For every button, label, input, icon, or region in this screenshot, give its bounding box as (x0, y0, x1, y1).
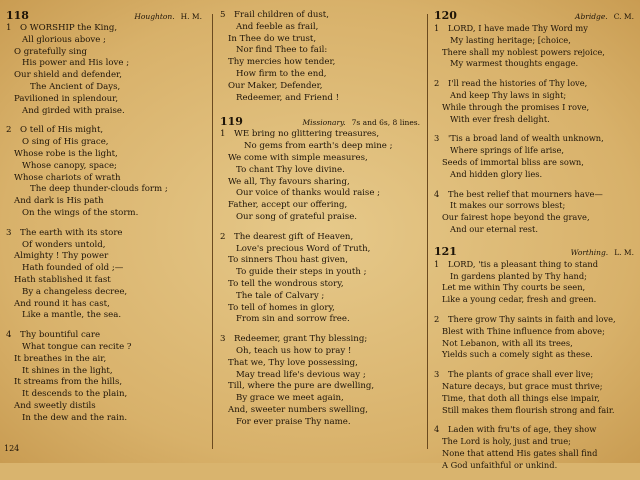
verse-line: Our fairest hope beyond the grave, (442, 212, 590, 223)
verse-line: 3 The plants of grace shall ever live; (434, 369, 594, 380)
verse-line: Whose chariots of wrath (14, 172, 121, 183)
verse-number: 4 (6, 330, 12, 341)
verse-line: Thy mercies how tender, (228, 57, 336, 68)
hymn-tune: Abridge. C. M. (575, 12, 634, 21)
verse-line: Where springs of life arise, (450, 145, 565, 156)
column-divider (212, 14, 213, 449)
verse-number: 2 (434, 313, 440, 324)
verse-line: 2 O tell of His might, (6, 125, 104, 136)
verse-line: In the dew and the rain. (22, 412, 128, 423)
verse-line: What tongue can recite ? (22, 341, 132, 352)
verse-line: The deep thunder-clouds form ; (30, 184, 168, 195)
verse-number: 1 (434, 258, 440, 269)
verse-line: 4 The best relief that mourners have— (434, 188, 603, 199)
verse-line: With ever fresh delight. (450, 113, 550, 124)
stanza (434, 314, 634, 361)
stanza (220, 232, 420, 326)
stanza (434, 369, 634, 416)
verse-line: Like a mantle, the sea. (22, 310, 122, 321)
verse-line: And sweetly distils (14, 400, 96, 411)
verse-line: 4 Thy bountiful care (6, 330, 101, 341)
verse-line: Till, where the pure are dwelling, (228, 381, 375, 392)
hymn-number: 118 (6, 9, 29, 22)
verse-number: 5 (220, 10, 226, 20)
verse-line: By grace we meet again, (236, 393, 344, 404)
verse-line: Pavilioned in splendour, (14, 93, 119, 104)
hymn-number: 120 (434, 9, 457, 22)
verse-line: 1 WE bring no glittering treasures, (220, 129, 380, 140)
verse-line: It streams from the hills, (14, 377, 123, 388)
verse-line: The Lord is holy, just and true; (442, 436, 571, 447)
verse-line: 1 O WORSHIP the King, (6, 23, 118, 33)
verse-line: Of wonders untold, (22, 239, 106, 250)
verse-line: That we, Thy love possessing, (228, 357, 358, 368)
verse-number: 2 (6, 125, 12, 136)
verse-line: To guide their steps in youth ; (236, 267, 367, 278)
verse-line: 3 The earth with its store (6, 227, 123, 238)
stanza (220, 129, 420, 223)
verse-line: Not Lebanon, with all its trees, (442, 337, 573, 348)
verse-line: 1 LORD, 'tis a pleasant thing to stand (434, 258, 599, 269)
verse-number: 1 (6, 23, 12, 33)
verse-line: Redeemer, and Friend ! (236, 92, 340, 103)
verse-line: Still makes them flourish strong and fair. (442, 404, 615, 415)
verse-line: And hidden glory lies. (450, 168, 543, 179)
verse-line: 2 There grow Thy saints in faith and love, (434, 313, 616, 324)
verse-line: 2 I'll read the histories of Thy love, (434, 78, 588, 89)
verse-line: By a changeless decree, (22, 286, 128, 297)
verse-number: 3 (434, 133, 440, 144)
verse-line: It shines in the light, (22, 365, 113, 376)
column-2 (220, 10, 420, 437)
verse-line: Hath stablished it fast (14, 274, 111, 285)
verse-line: From sin and sorrow free. (236, 314, 350, 325)
verse-number: 2 (220, 231, 226, 242)
hymn-number: 119 (220, 115, 243, 129)
hymn-header (434, 10, 634, 23)
verse-line: The Ancient of Days, (30, 81, 121, 92)
verse-line: O sing of His grace, (22, 137, 109, 148)
verse-line: Love's precious Word of Truth, (236, 243, 371, 254)
verse-line: Oh, teach us how to pray ! (236, 345, 352, 356)
verse-line: To tell the wondrous story, (228, 278, 344, 289)
verse-line: Hath founded of old ;— (22, 263, 124, 274)
verse-line: Nature decays, but grace must thrive; (442, 380, 603, 391)
verse-line: None that attend His gates shall find (442, 447, 598, 458)
verse-line: No gems from earth's deep mine ; (244, 141, 393, 152)
verse-line: There shall my noblest powers rejoice, (442, 46, 605, 57)
verse-line: 3 Redeemer, grant Thy blessing; (220, 334, 368, 345)
verse-line: 5 Frail children of dust, (220, 10, 329, 20)
verse-number: 3 (6, 227, 12, 238)
stanza (434, 259, 634, 306)
stanza (434, 23, 634, 70)
page-number: 124 (4, 444, 20, 453)
stanza (434, 189, 634, 236)
stanza (6, 330, 202, 424)
verse-line: All glorious above ; (22, 34, 106, 45)
verse-line: A God unfaithful or unkind. (442, 459, 558, 470)
stanza (434, 133, 634, 180)
column-divider (427, 14, 428, 449)
verse-line: Father, accept our offering, (228, 200, 348, 211)
verse-line: Our Maker, Defender, (228, 80, 323, 91)
stanza (6, 125, 202, 219)
verse-line: In gardens planted by Thy hand; (450, 270, 587, 281)
verse-line: 3 'Tis a broad land of wealth unknown, (434, 133, 604, 144)
verse-line: And girded with praise. (22, 105, 125, 116)
verse-line: His power and His love ; (22, 58, 130, 69)
stanza (6, 228, 202, 322)
verse-line: The tale of Calvary ; (236, 290, 325, 301)
verse-line: 1 LORD, I have made Thy Word my (434, 23, 588, 33)
verse-number: 4 (434, 424, 440, 435)
verse-line: Whose robe is the light, (14, 148, 118, 159)
hymn-number: 121 (434, 244, 457, 258)
verse-line: To chant Thy love divine. (236, 164, 345, 175)
verse-line: May tread life's devious way ; (236, 369, 366, 380)
verse-line: And keep Thy laws in sight; (450, 89, 567, 100)
verse-line: To sinners Thou hast given, (228, 255, 348, 266)
verse-line: While through the promises I rove, (442, 101, 590, 112)
verse-line: Our shield and defender, (14, 70, 122, 81)
verse-line: Like a young cedar, fresh and green. (442, 294, 597, 305)
verse-line: Our voice of thanks would raise ; (236, 188, 381, 199)
verse-line: It makes our sorrows blest; (450, 200, 566, 211)
verse-line: How firm to the end, (236, 68, 327, 79)
verse-line: Whose canopy, space; (22, 160, 117, 171)
hymn-tune: Missionary. 7s and 6s, 8 lines. (302, 118, 420, 128)
verse-line: In Thee do we trust, (228, 33, 317, 44)
verse-number: 1 (220, 129, 226, 140)
hymn-tune: Houghton. H. M. (134, 12, 202, 21)
verse-number: 2 (434, 78, 440, 89)
hymn-header (434, 246, 634, 259)
verse-line: Our song of grateful praise. (236, 211, 358, 222)
verse-number: 3 (434, 369, 440, 380)
verse-line: My lasting heritage; [choice, (450, 34, 571, 45)
verse-line: And round it has cast, (14, 298, 110, 309)
verse-number: 1 (434, 23, 440, 33)
verse-line: We come with simple measures, (228, 152, 368, 163)
verse-line: And our eternal rest. (450, 223, 539, 234)
verse-line: For ever praise Thy name. (236, 416, 351, 427)
verse-line: Let me within Thy courts be seen, (442, 282, 586, 293)
stanza (220, 334, 420, 428)
verse-line: Almighty ! Thy power (14, 251, 109, 262)
hymn-header (220, 116, 420, 129)
verse-line: O gratefully sing (14, 46, 88, 57)
stanza (434, 424, 634, 471)
column-3 (434, 10, 634, 480)
verse-line: 4 Laden with fru'ts of age, they show (434, 424, 597, 435)
stanza (220, 10, 420, 104)
verse-line: Nor find Thee to fail: (236, 45, 328, 56)
verse-line: And, sweeter numbers swelling, (228, 404, 368, 415)
verse-line: We all, Thy favours sharing, (228, 176, 350, 187)
stanza (434, 78, 634, 125)
verse-line: It descends to the plain, (22, 389, 128, 400)
verse-line: And dark is His path (14, 196, 104, 207)
verse-line: And feeble as frail, (236, 21, 319, 32)
verse-number: 3 (220, 334, 226, 345)
verse-line: Yields such a comely sight as these. (442, 349, 593, 360)
hymn-tune: Worthing. L. M. (570, 247, 634, 257)
verse-line: On the wings of the storm. (22, 207, 139, 218)
verse-line: My warmest thoughts engage. (450, 58, 579, 69)
verse-line: Seeds of immortal bliss are sown, (442, 156, 584, 167)
stanza (6, 23, 202, 117)
verse-number: 4 (434, 188, 440, 199)
verse-line: It breathes in the air, (14, 353, 107, 364)
verse-line: Time, that doth all things else impair, (442, 392, 600, 403)
hymn-header (6, 10, 202, 23)
verse-line: Blest with Thine influence from above; (442, 325, 605, 336)
verse-line: 2 The dearest gift of Heaven, (220, 231, 354, 242)
column-1 (6, 10, 202, 433)
verse-line: To tell of homes in glory, (228, 302, 335, 313)
